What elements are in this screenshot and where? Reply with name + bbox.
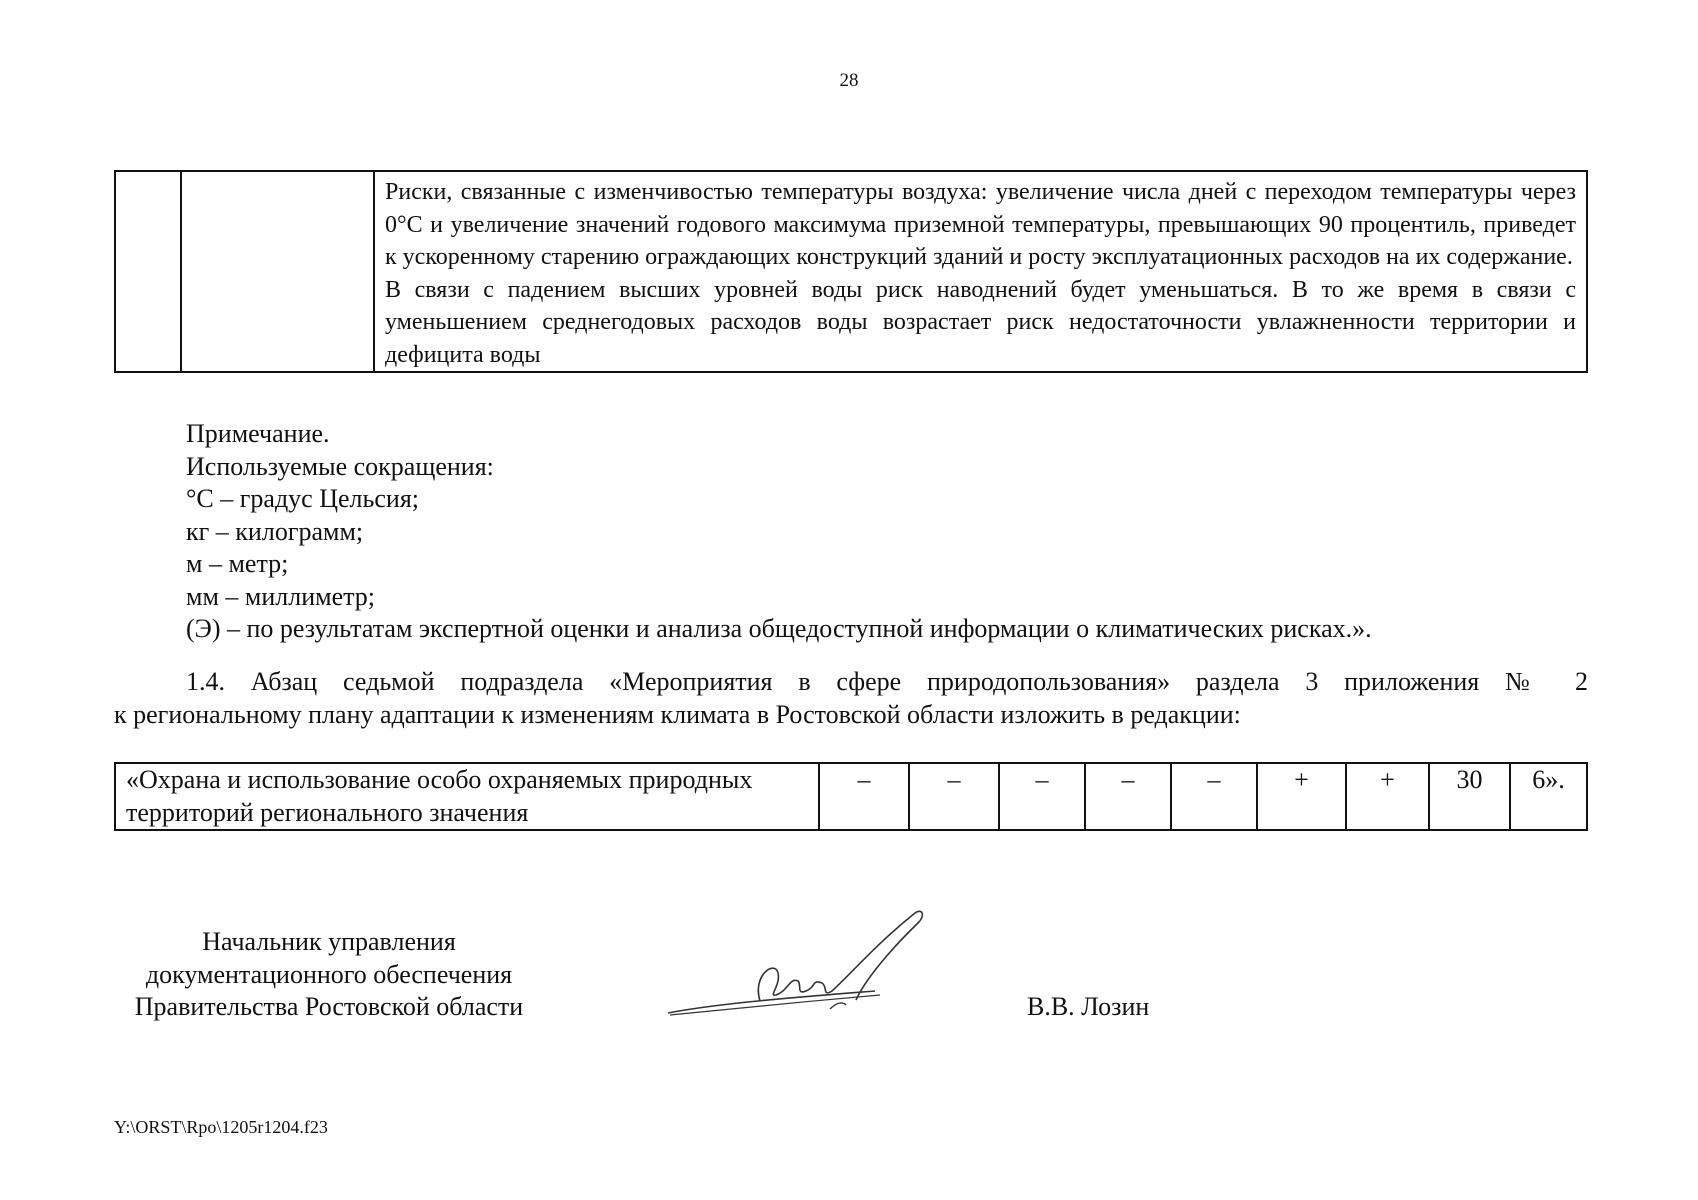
risk-paragraph-temperature: Риски, связанные с изменчивостью температуры воздуха: увеличение числа дней с переходом температуры через 0°С и увеличение значений годового максимума приземной температуры, превышающих 90 процентиль, приведет к ускоренному старению ограждающих конструкций зданий и росту эксплуатационных расходов на их содержание. <box>385 179 1576 270</box>
amendment-line-2: к региональному плану адаптации к изменениям климата в Ростовской области изложить в редакции: <box>114 699 1241 729</box>
risk-paragraph-water: В связи с падением высших уровней воды риск наводнений будет уменьшаться. В то же время в связи с уменьшением среднегодовых расходов воды возрастает риск недостаточности увлажненности территории и дефицита воды <box>385 276 1576 368</box>
signatory-position <box>114 926 544 1024</box>
note-item: °С – градус Цельсия; <box>186 484 419 513</box>
file-path: Y:\ORST\Rpo\1205r1204.f23 <box>114 1117 328 1137</box>
note-title: Примечание. <box>186 419 330 448</box>
measure-value-cell: – <box>999 763 1085 830</box>
note-item: м – метр; <box>186 549 289 578</box>
measure-value-cell: – <box>819 763 909 830</box>
measure-value-cell: – <box>1171 763 1257 830</box>
note-item: (Э) – по результатам экспертной оценки и анализа общедоступной информации о климатических рисках.». <box>186 614 1372 643</box>
measure-name-cell: «Охрана и использование особо охраняемых природных территорий регионального значения <box>115 763 819 830</box>
signatory-position-line: Начальник управления <box>202 927 456 956</box>
note-subtitle: Используемые сокращения: <box>186 451 494 481</box>
measure-value-cell: + <box>1346 763 1429 830</box>
empty-cell-number <box>115 171 181 372</box>
measure-value-cell: 6». <box>1510 763 1587 830</box>
risk-table <box>114 170 1588 373</box>
signatory-name: В.В. Лозин <box>1027 992 1150 1021</box>
note-item: мм – миллиметр; <box>186 581 376 611</box>
empty-cell-category <box>181 171 374 372</box>
page-number: 28 <box>839 70 859 91</box>
amendment-paragraph <box>114 666 1588 731</box>
signatory-position-line: документационного обеспечения <box>145 959 513 989</box>
measure-value-cell: – <box>1085 763 1171 830</box>
measure-value-cell: + <box>1257 763 1346 830</box>
note-block <box>186 418 1372 646</box>
signatory-position-line: Правительства Ростовской области <box>134 992 524 1021</box>
measure-table <box>114 762 1588 831</box>
measure-value-cell: – <box>909 763 999 830</box>
handwritten-signature <box>660 905 950 1025</box>
table-row <box>115 763 1587 830</box>
amendment-line-1: 1.4. Абзац седьмой подраздела «Мероприятия в сфере природопользования» раздела 3 приложения № 2 <box>186 667 1588 696</box>
risk-description-cell <box>374 171 1587 372</box>
measure-value-cell: 30 <box>1429 763 1510 830</box>
note-item: кг – килограмм; <box>186 516 364 546</box>
table-row <box>115 171 1587 372</box>
